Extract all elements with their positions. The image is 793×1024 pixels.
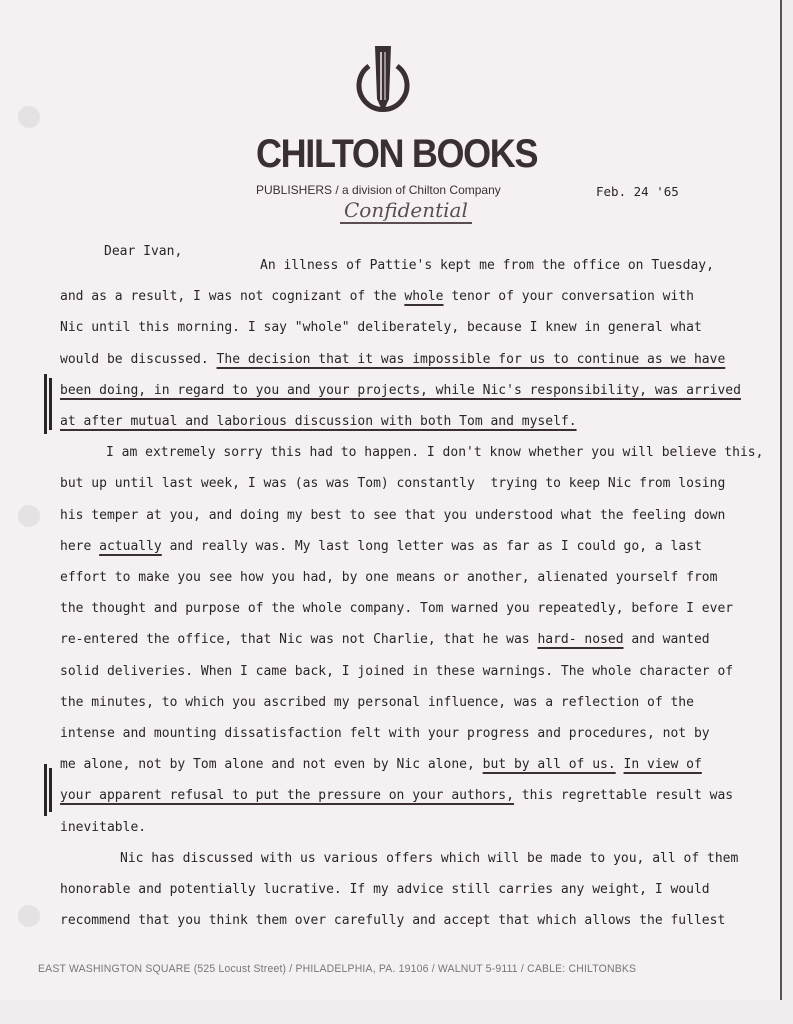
line-text: but up until last week, I was (as was Tom) constantly trying to keep Nic from losing — [60, 476, 726, 492]
underlined-text: In view of — [623, 757, 702, 773]
handwritten-confidential: Confidential — [340, 198, 472, 224]
letter-line — [60, 539, 702, 554]
line-text: tenor of your conversation with — [443, 289, 694, 305]
letter-line — [120, 851, 738, 866]
letter-line — [60, 289, 694, 304]
line-text: and really was. My last long letter was as far as I could go, a last — [161, 538, 702, 554]
underlined-text: actually — [99, 538, 162, 554]
line-text: re-entered the office, that Nic was not Charlie, that he was — [60, 632, 538, 648]
chilton-logo-icon — [355, 44, 411, 124]
letterhead-footer: EAST WASHINGTON SQUARE (525 Locust Street) / PHILADELPHIA, PA. 19106 / WALNUT 5-9111 / CABLE: CHILTONBKS — [38, 963, 637, 975]
line-text: solid deliveries. When I came back, I joined in these warnings. The whole character of — [60, 663, 734, 679]
underlined-text: at after mutual and laborious discussion with both Tom and myself. — [60, 414, 577, 429]
line-text: and as a result, I was not cognizant of the — [60, 289, 405, 305]
letter-line — [60, 664, 733, 679]
line-text — [616, 757, 624, 772]
line-text: and wanted — [623, 632, 710, 648]
line-text: me alone, not by Tom alone and not even by Nic alone, — [60, 757, 483, 773]
letter-line — [106, 445, 763, 460]
punch-hole — [18, 905, 40, 927]
letter-line — [60, 414, 577, 429]
letter-line — [60, 383, 741, 398]
line-text: effort to make you see how you had, by one means or another, alienated yourself from — [60, 570, 718, 585]
brand-tagline: PUBLISHERS / a division of Chilton Company — [256, 183, 501, 197]
brand-name: CHILTON BOOKS — [256, 132, 538, 176]
underlined-text: whole — [404, 289, 444, 305]
line-text: his temper at you, and doing my best to see that you understood what the feeling down — [60, 507, 726, 523]
letter-line — [60, 820, 146, 835]
underlined-text: hard- nosed — [537, 632, 624, 648]
underlined-text: The decision that it was impossible for us to continue as we have — [216, 351, 726, 367]
line-text: Nic has discussed with us various offers which will be made to you, all of them — [120, 850, 739, 866]
letter-line — [60, 508, 725, 523]
margin-mark — [44, 764, 47, 816]
letter-line — [60, 757, 702, 772]
margin-mark — [49, 768, 52, 812]
letter-date: Feb. 24 '65 — [596, 184, 679, 199]
letter-line — [60, 882, 710, 897]
letter-line — [60, 352, 725, 367]
underlined-text: but by all of us. — [482, 757, 616, 773]
line-text: I am extremely sorry this had to happen. I don't know whether you will believe this, — [106, 445, 764, 461]
line-text: inevitable. — [60, 819, 147, 835]
line-text: honorable and potentially lucrative. If my advice still carries any weight, I would — [60, 882, 710, 897]
letter-line — [260, 258, 714, 273]
punch-hole — [18, 505, 40, 527]
line-text: recommend that you think them over carefully and accept that which allows the fullest — [60, 913, 726, 929]
line-text: here — [60, 538, 100, 554]
letter-line — [60, 726, 710, 741]
line-text: Nic until this morning. I say "whole" deliberately, because I knew in general what — [60, 320, 702, 336]
letter-line — [60, 913, 725, 928]
line-text: this regrettable result was — [513, 788, 734, 804]
letter-line — [60, 695, 694, 710]
punch-hole — [18, 106, 40, 128]
line-text: intense and mounting dissatisfaction felt with your progress and procedures, not by — [60, 726, 710, 741]
underlined-text: been doing, in regard to you and your projects, while Nic's responsibility, was arrived — [60, 382, 741, 398]
salutation: Dear Ivan, — [104, 244, 183, 259]
underlined-text: your apparent refusal to put the pressure on your authors, — [60, 788, 514, 804]
letter-line — [60, 601, 733, 616]
line-text: the minutes, to which you ascribed my personal influence, was a reflection of the — [60, 694, 694, 710]
line-text: An illness of Pattie's kept me from the office on Tuesday, — [260, 258, 714, 273]
letter-line — [60, 476, 725, 491]
line-text: would be discussed. — [60, 351, 217, 367]
line-text: the thought and purpose of the whole company. Tom warned you repeatedly, before I ever — [60, 601, 734, 617]
margin-mark — [49, 378, 52, 430]
letter-line — [60, 632, 710, 647]
letter-line — [60, 570, 717, 585]
letter-line — [60, 320, 702, 335]
margin-mark — [44, 374, 47, 434]
letter-line — [60, 788, 733, 803]
